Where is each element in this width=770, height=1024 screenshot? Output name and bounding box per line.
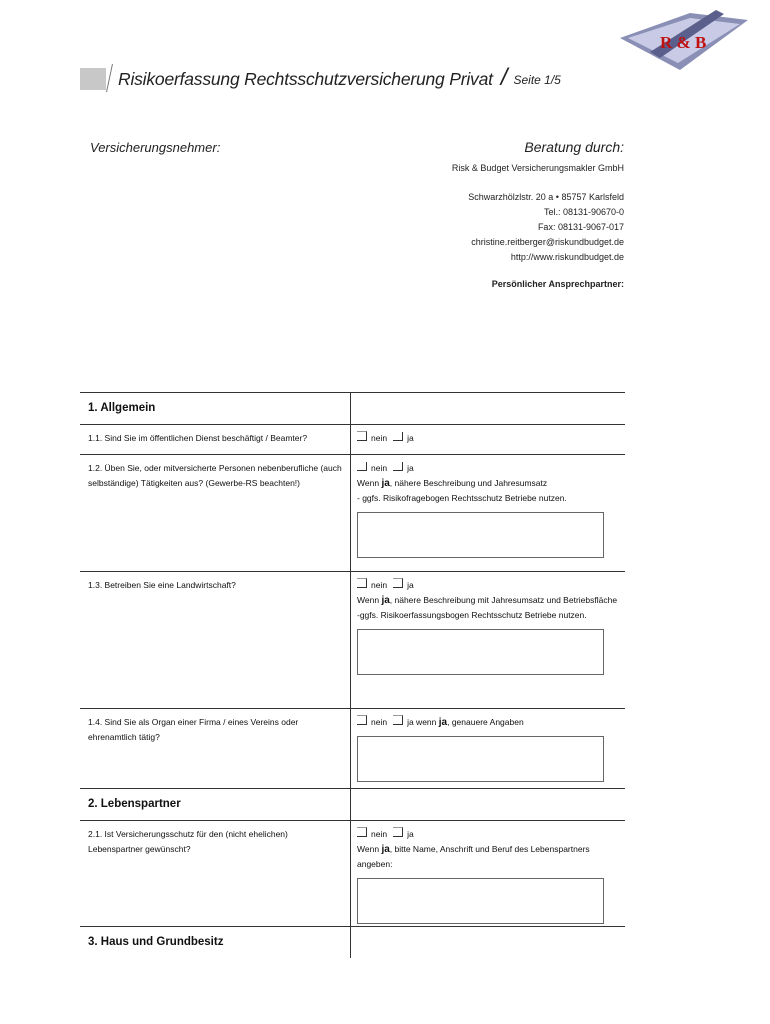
checkbox-yes[interactable]: ja [393, 431, 414, 446]
question-text: 2.1. Ist Versicherungsschutz für den (nicht ehelichen) Lebenspartner gewünscht? [80, 821, 351, 926]
detail-note: -ggfs. Risikoerfassungsbogen Rechtsschutz Betriebe nutzen. [357, 610, 587, 620]
title-square-icon [80, 68, 106, 90]
section-general [80, 392, 625, 424]
question-text: 1.2. Üben Sie, oder mitversicherte Personen nebenberufliche (auch selbständige) Tätigkeiten aus? (Gewerbe-RS beachten!) [80, 455, 351, 571]
checkbox-no[interactable]: nein [357, 431, 387, 446]
advisor-email[interactable]: christine.reitberger@riskundbudget.de [471, 237, 624, 247]
detail-textbox[interactable] [357, 878, 604, 924]
checkbox-no[interactable]: nein [357, 578, 387, 593]
section-property [80, 926, 625, 958]
question-row-1-1 [80, 424, 625, 454]
advisor-heading: Beratung durch: [524, 139, 624, 155]
advisor-tel: Tel.: 08131-90670-0 [543, 207, 624, 217]
section-title: 1. Allgemein [80, 393, 351, 424]
document-title: Risikoerfassung Rechtsschutzversicherung Privat [118, 69, 493, 89]
section-partner [80, 788, 625, 820]
detail-textbox[interactable] [357, 736, 604, 782]
question-row-1-2 [80, 454, 625, 571]
question-text: 1.3. Betreiben Sie eine Landwirtschaft? [80, 572, 351, 708]
checkbox-yes[interactable]: ja [393, 578, 414, 593]
question-row-1-4 [80, 708, 625, 788]
contact-person-label: Persönlicher Ansprechpartner: [491, 279, 624, 289]
advisor-web[interactable]: http://www.riskundbudget.de [510, 252, 624, 262]
question-row-2-1 [80, 820, 625, 926]
checkbox-no[interactable]: nein [357, 827, 387, 842]
question-text: 1.1. Sind Sie im öffentlichen Dienst beschäftigt / Beamter? [80, 425, 351, 454]
advisor-block [452, 139, 624, 292]
detail-textbox[interactable] [357, 512, 604, 558]
page-indicator: Seite 1/5 [513, 73, 561, 87]
checkbox-no[interactable]: nein [357, 715, 387, 730]
checkbox-yes[interactable]: ja [393, 827, 414, 842]
detail-instruction: Wenn ja, nähere Beschreibung mit Jahresumsatz und Betriebsfläche [357, 595, 618, 606]
detail-note: - ggfs. Risikofragebogen Rechtsschutz Betriebe nutzen. [357, 493, 567, 503]
document-title-block [80, 60, 561, 90]
question-text: 1.4. Sind Sie als Organ einer Firma / eines Vereins oder ehrenamtlich tätig? [80, 709, 351, 788]
checkbox-yes[interactable]: ja wenn ja, genauere Angaben [393, 715, 524, 730]
title-separator: / [500, 64, 508, 91]
risk-form [80, 392, 625, 958]
section-title: 3. Haus und Grundbesitz [80, 927, 351, 958]
detail-textbox[interactable] [357, 629, 604, 675]
detail-instruction: Wenn ja, nähere Beschreibung und Jahresumsatz [357, 478, 548, 489]
risk-budget-logo [620, 8, 750, 78]
detail-instruction: Wenn ja, bitte Name, Anschrift und Beruf des Lebenspartners angeben: [357, 844, 590, 869]
question-row-1-3 [80, 571, 625, 708]
advisor-company: Risk & Budget Versicherungsmakler GmbH [451, 163, 624, 173]
logo-text: R & B [660, 33, 707, 52]
policyholder-label: Versicherungsnehmer: [90, 140, 221, 155]
checkbox-yes[interactable]: ja [393, 461, 414, 476]
advisor-address: Schwarzhölzlstr. 20 a • 85757 Karlsfeld [468, 192, 624, 202]
advisor-fax: Fax: 08131-9067-017 [537, 222, 624, 232]
section-title: 2. Lebenspartner [80, 789, 351, 820]
checkbox-no[interactable]: nein [357, 461, 387, 476]
